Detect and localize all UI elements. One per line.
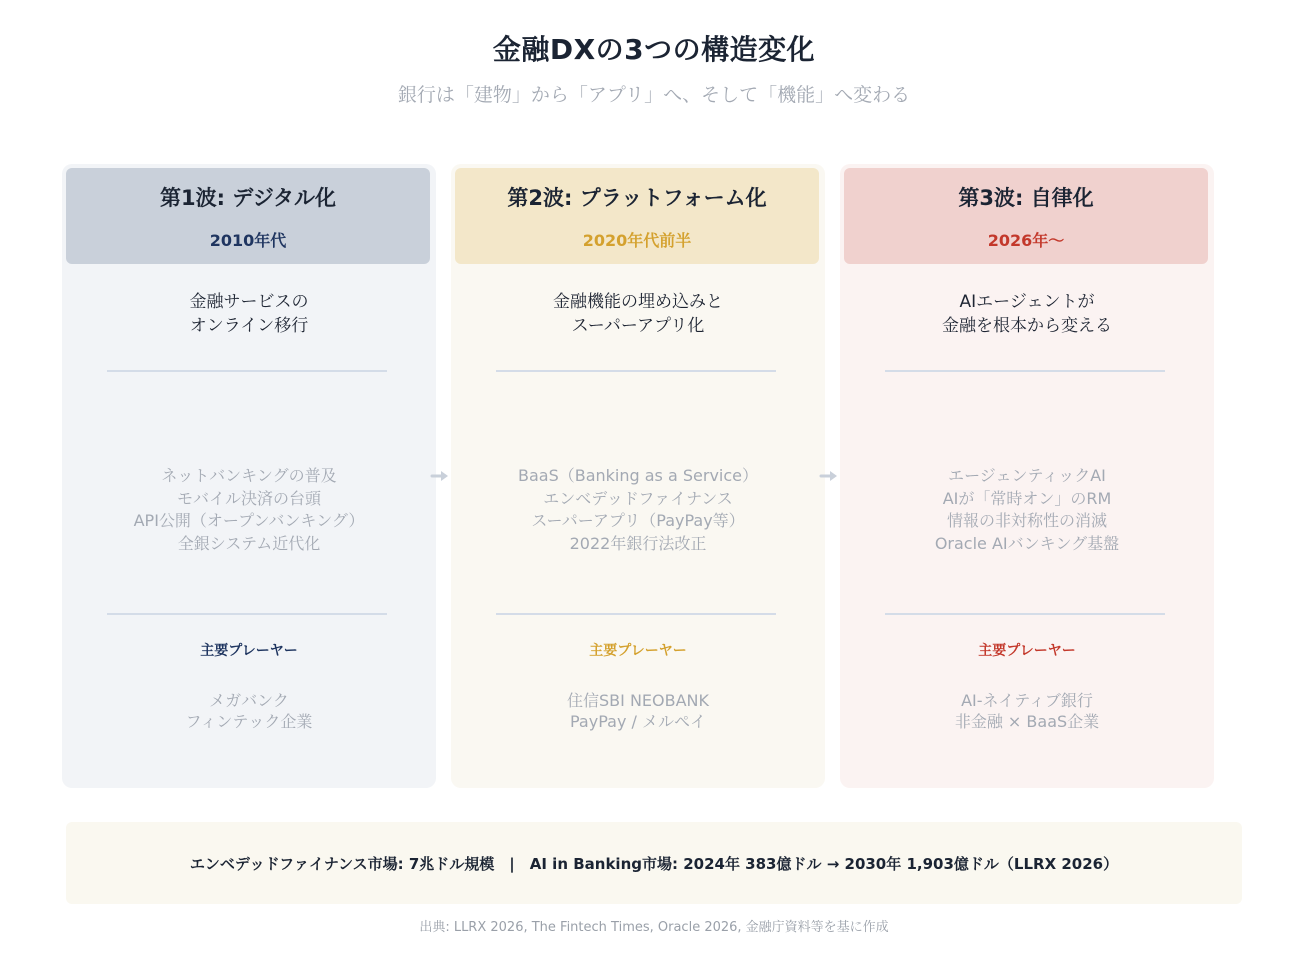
feature-item: 2022年銀行法改正 [569,533,707,553]
wave-players [451,690,825,732]
feature-item: ネットバンキングの普及 [161,466,337,485]
player-item: メガバンク [209,691,289,710]
feature-item: エンベデッドファイナンス [543,488,733,508]
players-label: 主要プレーヤー [978,643,1076,659]
divider [496,370,776,372]
feature-item: AIが「常時オン」のRM [942,488,1112,508]
summary-line: スーパーアプリ化 [571,316,705,336]
wave-title: 第1波: デジタル化 [159,186,337,210]
divider [107,370,387,372]
summary-line: 金融機能の埋め込みと [553,292,723,312]
wave-title: 第2波: プラットフォーム化 [507,186,767,210]
wave-period: 2026年〜 [987,231,1065,250]
feature-item: 全銀システム近代化 [177,533,321,553]
feature-item: スーパーアプリ（PayPay等） [531,511,745,530]
wave-card-3 [840,164,1214,788]
player-item: PayPay / メルペイ [570,712,706,731]
divider [885,613,1165,615]
wave-summary [840,290,1214,338]
wave-summary [451,290,825,338]
player-item: フィンテック企業 [185,712,313,731]
wave-period: 2020年代前半 [582,231,692,250]
feature-item: BaaS（Banking as a Service） [517,466,758,485]
wave-header-2 [455,168,819,264]
wave-header-1 [66,168,430,264]
divider [885,370,1165,372]
wave-title: 第3波: 自律化 [958,186,1094,210]
wave-summary [62,290,436,338]
feature-item: Oracle AIバンキング基盤 [934,533,1120,553]
wave-features [62,465,436,555]
summary-line: AIエージェントが [959,292,1095,312]
feature-item: モバイル決済の台頭 [176,488,321,508]
summary-line: 金融を根本から変える [942,316,1112,336]
players-label: 主要プレーヤー [200,643,298,659]
wave-period: 2010年代 [209,231,287,250]
wave-features [451,465,825,555]
market-summary-text: エンベデッドファイナンス市場: 7兆ドル規模 | AI in Banking市場: 2024年 383億ドル → 2030年 1,903億ドル（LLRX 2026） [189,854,1119,873]
page-title: 金融DXの3つの構造変化 [492,33,816,66]
arrow-right-icon [819,468,839,484]
feature-item: エージェンティックAI [948,466,1106,485]
source-note: 出典: LLRX 2026, The Fintech Times, Oracle 2026, 金融庁資料等を基に作成 [419,920,889,935]
arrow-right-icon [430,468,450,484]
page-subtitle: 銀行は「建物」から「アプリ」へ、そして「機能」へ変わる [397,84,911,106]
divider [496,613,776,615]
divider [107,613,387,615]
wave-card-1 [62,164,436,788]
player-item: AI-ネイティブ銀行 [961,691,1093,710]
wave-card-2 [451,164,825,788]
feature-item: API公開（オープンバンキング） [133,511,365,530]
wave-features [840,465,1214,555]
market-summary-bar [66,822,1242,904]
player-item: 非金融 × BaaS企業 [954,712,1100,731]
summary-line: 金融サービスの [189,292,309,312]
wave-header-3 [844,168,1208,264]
players-label: 主要プレーヤー [589,643,687,659]
feature-item: 情報の非対称性の消滅 [946,511,1107,530]
wave-players [62,690,436,732]
summary-line: オンライン移行 [189,316,309,336]
player-item: 住信SBI NEOBANK [567,691,709,710]
wave-players [840,690,1214,732]
